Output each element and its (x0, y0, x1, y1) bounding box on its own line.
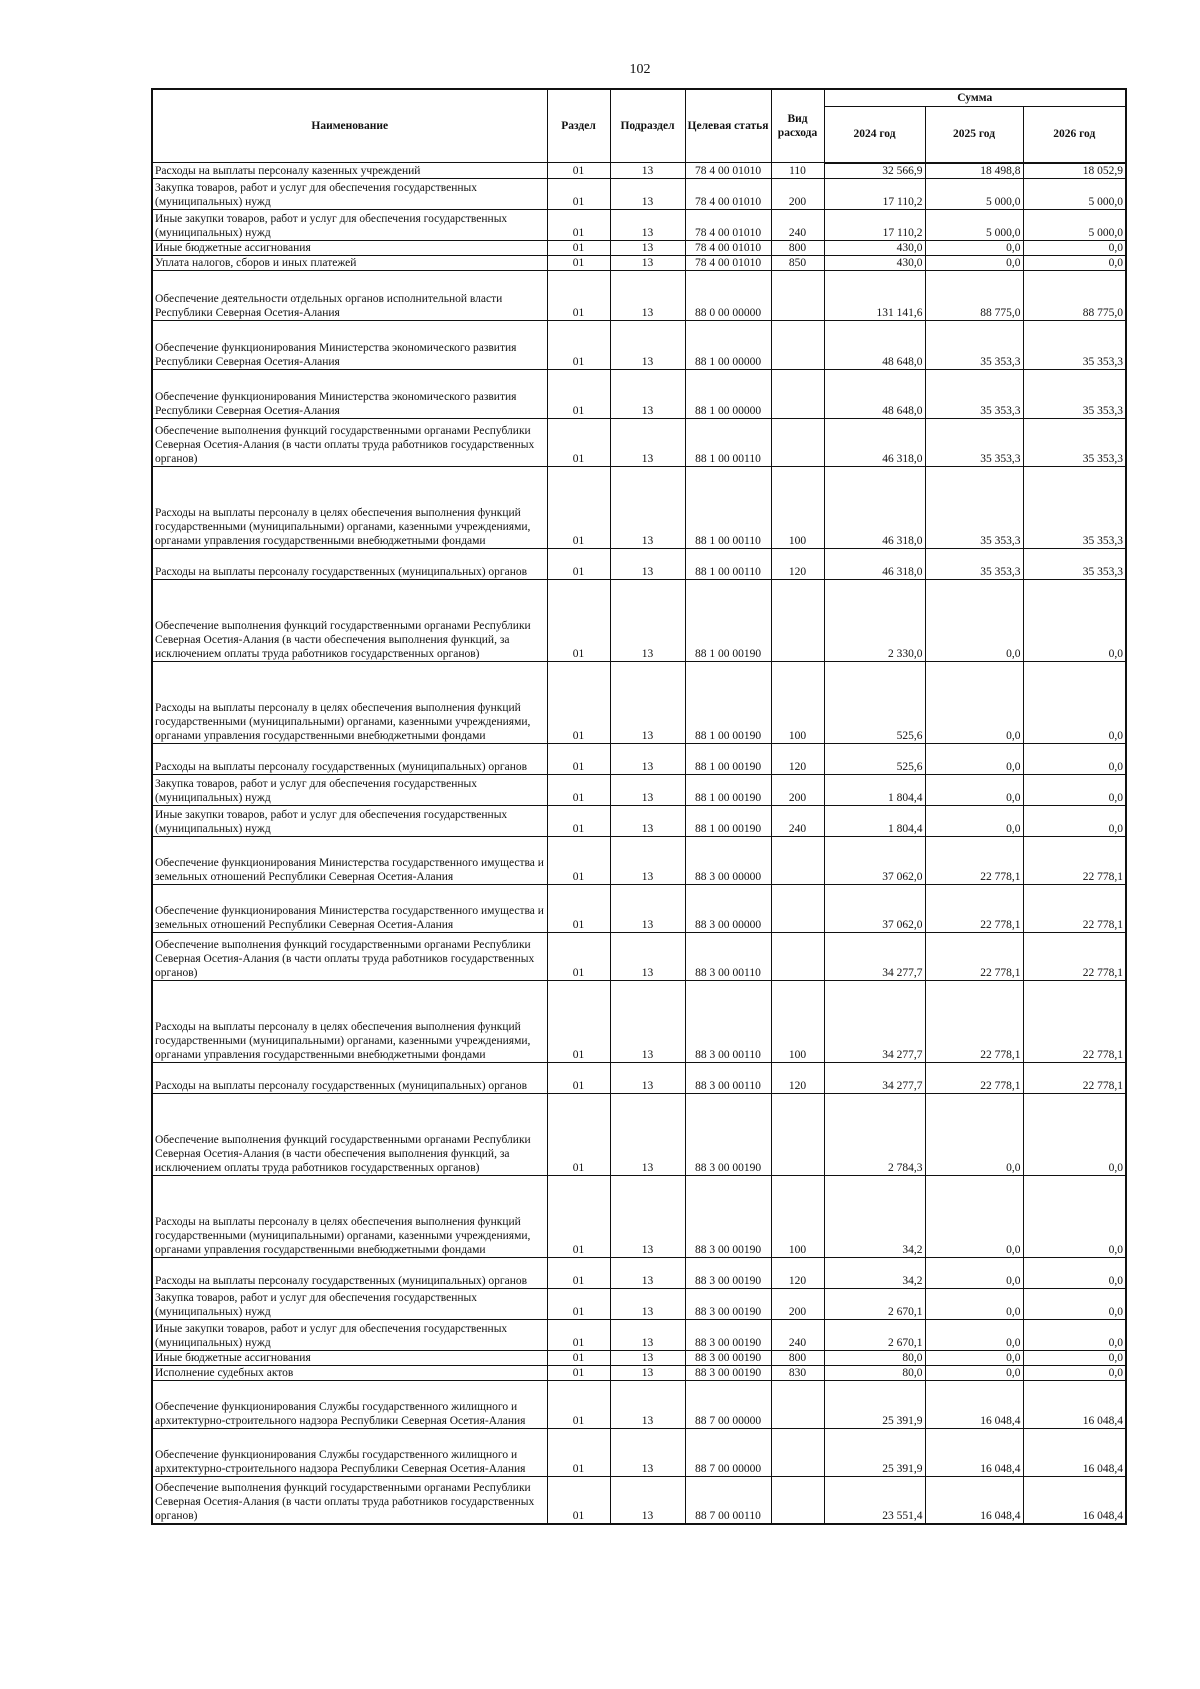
cell-podrazdel: 13 (610, 163, 685, 179)
cell-target: 78 4 00 01010 (685, 178, 771, 209)
table-row (152, 178, 1126, 209)
cell-y2026: 0,0 (1023, 579, 1126, 661)
cell-y2025: 16 048,4 (925, 1380, 1023, 1428)
cell-y2025: 0,0 (925, 1093, 1023, 1175)
cell-target: 88 1 00 00000 (685, 320, 771, 369)
cell-y2026: 35 353,3 (1023, 418, 1126, 466)
cell-name: Расходы на выплаты персоналу государственных (муниципальных) органов (152, 743, 547, 774)
cell-y2025: 35 353,3 (925, 369, 1023, 418)
cell-podrazdel: 13 (610, 466, 685, 548)
cell-podrazdel: 13 (610, 980, 685, 1062)
cell-y2024: 2 670,1 (824, 1319, 925, 1350)
cell-target: 78 4 00 01010 (685, 255, 771, 270)
cell-vid: 240 (771, 1319, 824, 1350)
cell-y2024: 34,2 (824, 1175, 925, 1257)
header-2025: 2025 год (925, 107, 1023, 163)
cell-y2024: 131 141,6 (824, 270, 925, 320)
table-row (152, 1175, 1126, 1257)
cell-y2026: 35 353,3 (1023, 466, 1126, 548)
cell-target: 88 3 00 00110 (685, 932, 771, 980)
cell-target: 88 3 00 00000 (685, 884, 771, 932)
cell-y2024: 525,6 (824, 661, 925, 743)
cell-razdel: 01 (547, 743, 610, 774)
cell-target: 88 0 00 00000 (685, 270, 771, 320)
cell-name: Обеспечение выполнения функций государственными органами Республики Северная Осетия-Алания (в части обеспечения выполнения функций, за исключением оплаты труда работников государственных органов) (152, 1093, 547, 1175)
cell-podrazdel: 13 (610, 805, 685, 836)
cell-vid: 120 (771, 548, 824, 579)
cell-name: Обеспечение функционирования Службы государственного жилищного и архитектурно-строительного надзора Республики Северная Осетия-Алания (152, 1380, 547, 1428)
cell-name: Расходы на выплаты персоналу в целях обеспечения выполнения функций государственными (муниципальными) органами, казенными учреждениями, органами управления государственными внебюджетными фондами (152, 1175, 547, 1257)
cell-y2026: 22 778,1 (1023, 1062, 1126, 1093)
cell-razdel: 01 (547, 1428, 610, 1476)
cell-name: Расходы на выплаты персоналу в целях обеспечения выполнения функций государственными (муниципальными) органами, казенными учреждениями, органами управления государственными внебюджетными фондами (152, 466, 547, 548)
cell-vid (771, 579, 824, 661)
cell-target: 88 7 00 00000 (685, 1380, 771, 1428)
cell-name: Исполнение судебных актов (152, 1365, 547, 1380)
cell-target: 78 4 00 01010 (685, 209, 771, 240)
cell-y2024: 25 391,9 (824, 1428, 925, 1476)
cell-razdel: 01 (547, 980, 610, 1062)
cell-name: Расходы на выплаты персоналу в целях обеспечения выполнения функций государственными (муниципальными) органами, казенными учреждениями, органами управления государственными внебюджетными фондами (152, 980, 547, 1062)
cell-razdel: 01 (547, 178, 610, 209)
cell-name: Иные закупки товаров, работ и услуг для обеспечения государственных (муниципальных) нужд (152, 805, 547, 836)
cell-razdel: 01 (547, 836, 610, 884)
cell-y2024: 34,2 (824, 1257, 925, 1288)
cell-name: Иные бюджетные ассигнования (152, 1350, 547, 1365)
header-target: Целевая статья (685, 89, 771, 163)
table-row (152, 805, 1126, 836)
cell-vid (771, 836, 824, 884)
table-row (152, 980, 1126, 1062)
cell-y2026: 0,0 (1023, 1288, 1126, 1319)
cell-podrazdel: 13 (610, 1428, 685, 1476)
cell-podrazdel: 13 (610, 1319, 685, 1350)
cell-target: 88 3 00 00190 (685, 1257, 771, 1288)
cell-target: 88 1 00 00000 (685, 369, 771, 418)
cell-vid: 850 (771, 255, 824, 270)
cell-y2025: 0,0 (925, 240, 1023, 255)
cell-vid: 240 (771, 209, 824, 240)
table-row (152, 418, 1126, 466)
cell-name: Обеспечение функционирования Министерства государственного имущества и земельных отношений Республики Северная Осетия-Алания (152, 884, 547, 932)
cell-vid (771, 1093, 824, 1175)
cell-podrazdel: 13 (610, 579, 685, 661)
cell-y2026: 0,0 (1023, 743, 1126, 774)
table-row (152, 1350, 1126, 1365)
cell-razdel: 01 (547, 1062, 610, 1093)
cell-y2024: 80,0 (824, 1350, 925, 1365)
cell-y2024: 1 804,4 (824, 774, 925, 805)
cell-name: Иные закупки товаров, работ и услуг для обеспечения государственных (муниципальных) нужд (152, 209, 547, 240)
table-row (152, 1062, 1126, 1093)
cell-y2026: 0,0 (1023, 805, 1126, 836)
cell-podrazdel: 13 (610, 1257, 685, 1288)
cell-razdel: 01 (547, 805, 610, 836)
cell-y2026: 0,0 (1023, 1350, 1126, 1365)
cell-razdel: 01 (547, 270, 610, 320)
cell-razdel: 01 (547, 774, 610, 805)
cell-y2025: 22 778,1 (925, 932, 1023, 980)
cell-podrazdel: 13 (610, 1062, 685, 1093)
cell-vid (771, 320, 824, 369)
cell-y2025: 35 353,3 (925, 320, 1023, 369)
cell-name: Уплата налогов, сборов и иных платежей (152, 255, 547, 270)
cell-y2026: 35 353,3 (1023, 548, 1126, 579)
table-row (152, 1365, 1126, 1380)
cell-name: Расходы на выплаты персоналу государственных (муниципальных) органов (152, 1062, 547, 1093)
cell-vid: 120 (771, 1062, 824, 1093)
cell-y2024: 46 318,0 (824, 418, 925, 466)
cell-target: 88 3 00 00110 (685, 980, 771, 1062)
cell-vid: 240 (771, 805, 824, 836)
cell-y2024: 17 110,2 (824, 178, 925, 209)
cell-podrazdel: 13 (610, 1093, 685, 1175)
cell-y2025: 22 778,1 (925, 1062, 1023, 1093)
cell-podrazdel: 13 (610, 369, 685, 418)
cell-y2025: 16 048,4 (925, 1428, 1023, 1476)
cell-y2024: 2 670,1 (824, 1288, 925, 1319)
cell-podrazdel: 13 (610, 178, 685, 209)
table-row (152, 320, 1126, 369)
cell-vid (771, 418, 824, 466)
cell-y2024: 48 648,0 (824, 369, 925, 418)
cell-razdel: 01 (547, 1365, 610, 1380)
cell-target: 88 3 00 00190 (685, 1175, 771, 1257)
cell-y2024: 37 062,0 (824, 884, 925, 932)
cell-name: Иные бюджетные ассигнования (152, 240, 547, 255)
header-2026: 2026 год (1023, 107, 1126, 163)
cell-name: Расходы на выплаты персоналу в целях обеспечения выполнения функций государственными (муниципальными) органами, казенными учреждениями, органами управления государственными внебюджетными фондами (152, 661, 547, 743)
cell-y2026: 35 353,3 (1023, 369, 1126, 418)
cell-y2024: 34 277,7 (824, 1062, 925, 1093)
cell-podrazdel: 13 (610, 1175, 685, 1257)
cell-podrazdel: 13 (610, 932, 685, 980)
cell-y2025: 0,0 (925, 1175, 1023, 1257)
cell-y2026: 16 048,4 (1023, 1476, 1126, 1524)
cell-y2025: 0,0 (925, 743, 1023, 774)
cell-y2025: 0,0 (925, 1365, 1023, 1380)
table-header (152, 89, 1126, 163)
cell-razdel: 01 (547, 1380, 610, 1428)
cell-name: Обеспечение выполнения функций государственными органами Республики Северная Осетия-Алания (в части обеспечения выполнения функций, за исключением оплаты труда работников государственных органов) (152, 579, 547, 661)
cell-y2025: 0,0 (925, 255, 1023, 270)
table-row (152, 1380, 1126, 1428)
cell-name: Закупка товаров, работ и услуг для обеспечения государственных (муниципальных) нужд (152, 178, 547, 209)
cell-y2025: 0,0 (925, 1350, 1023, 1365)
cell-razdel: 01 (547, 1350, 610, 1365)
cell-target: 88 1 00 00190 (685, 774, 771, 805)
table-body (152, 163, 1126, 1525)
cell-razdel: 01 (547, 320, 610, 369)
cell-y2025: 0,0 (925, 774, 1023, 805)
cell-y2025: 88 775,0 (925, 270, 1023, 320)
cell-y2025: 16 048,4 (925, 1476, 1023, 1524)
cell-podrazdel: 13 (610, 1350, 685, 1365)
cell-y2024: 430,0 (824, 240, 925, 255)
cell-y2024: 46 318,0 (824, 548, 925, 579)
table-row (152, 932, 1126, 980)
cell-y2025: 5 000,0 (925, 178, 1023, 209)
table-row (152, 743, 1126, 774)
cell-razdel: 01 (547, 1319, 610, 1350)
cell-y2024: 2 330,0 (824, 579, 925, 661)
cell-y2026: 22 778,1 (1023, 836, 1126, 884)
budget-table (151, 88, 1127, 1525)
cell-vid: 120 (771, 1257, 824, 1288)
cell-y2026: 88 775,0 (1023, 270, 1126, 320)
cell-razdel: 01 (547, 466, 610, 548)
cell-y2026: 35 353,3 (1023, 320, 1126, 369)
cell-vid (771, 1380, 824, 1428)
table-row (152, 1476, 1126, 1524)
cell-podrazdel: 13 (610, 1288, 685, 1319)
cell-target: 88 3 00 00000 (685, 836, 771, 884)
cell-vid: 120 (771, 743, 824, 774)
table-row (152, 774, 1126, 805)
cell-y2025: 22 778,1 (925, 836, 1023, 884)
cell-vid: 100 (771, 1175, 824, 1257)
header-name: Наименование (152, 89, 547, 163)
cell-y2024: 37 062,0 (824, 836, 925, 884)
cell-vid: 100 (771, 661, 824, 743)
cell-target: 88 1 00 00190 (685, 805, 771, 836)
cell-y2024: 1 804,4 (824, 805, 925, 836)
cell-y2024: 17 110,2 (824, 209, 925, 240)
table-row (152, 548, 1126, 579)
cell-y2024: 48 648,0 (824, 320, 925, 369)
cell-razdel: 01 (547, 661, 610, 743)
cell-vid (771, 932, 824, 980)
cell-y2025: 22 778,1 (925, 884, 1023, 932)
cell-name: Расходы на выплаты персоналу государственных (муниципальных) органов (152, 1257, 547, 1288)
cell-podrazdel: 13 (610, 255, 685, 270)
cell-target: 88 1 00 00110 (685, 418, 771, 466)
cell-podrazdel: 13 (610, 209, 685, 240)
cell-y2024: 23 551,4 (824, 1476, 925, 1524)
table-row (152, 836, 1126, 884)
cell-name: Иные закупки товаров, работ и услуг для обеспечения государственных (муниципальных) нужд (152, 1319, 547, 1350)
cell-y2026: 16 048,4 (1023, 1380, 1126, 1428)
cell-target: 88 1 00 00190 (685, 743, 771, 774)
cell-y2025: 0,0 (925, 1288, 1023, 1319)
cell-podrazdel: 13 (610, 884, 685, 932)
table-row (152, 579, 1126, 661)
cell-podrazdel: 13 (610, 836, 685, 884)
cell-y2025: 18 498,8 (925, 163, 1023, 179)
cell-y2024: 25 391,9 (824, 1380, 925, 1428)
header-2024: 2024 год (824, 107, 925, 163)
cell-y2024: 430,0 (824, 255, 925, 270)
cell-target: 88 1 00 00190 (685, 661, 771, 743)
cell-vid: 100 (771, 466, 824, 548)
cell-razdel: 01 (547, 1257, 610, 1288)
cell-vid: 800 (771, 240, 824, 255)
cell-vid (771, 270, 824, 320)
cell-name: Обеспечение функционирования Министерства государственного имущества и земельных отношений Республики Северная Осетия-Алания (152, 836, 547, 884)
table-row (152, 369, 1126, 418)
header-vid: Вид расхода (771, 89, 824, 163)
cell-target: 88 3 00 00110 (685, 1062, 771, 1093)
cell-razdel: 01 (547, 240, 610, 255)
table-row (152, 661, 1126, 743)
cell-y2026: 18 052,9 (1023, 163, 1126, 179)
cell-name: Расходы на выплаты персоналу государственных (муниципальных) органов (152, 548, 547, 579)
cell-razdel: 01 (547, 369, 610, 418)
cell-vid: 200 (771, 774, 824, 805)
table-row (152, 1288, 1126, 1319)
cell-y2025: 0,0 (925, 661, 1023, 743)
cell-y2024: 80,0 (824, 1365, 925, 1380)
table-row (152, 270, 1126, 320)
cell-razdel: 01 (547, 932, 610, 980)
cell-y2024: 2 784,3 (824, 1093, 925, 1175)
cell-name: Обеспечение деятельности отдельных органов исполнительной власти Республики Северная Осетия-Алания (152, 270, 547, 320)
table-row (152, 466, 1126, 548)
cell-target: 88 3 00 00190 (685, 1319, 771, 1350)
cell-y2026: 5 000,0 (1023, 178, 1126, 209)
cell-vid (771, 369, 824, 418)
cell-razdel: 01 (547, 209, 610, 240)
table-row (152, 240, 1126, 255)
cell-target: 88 7 00 00110 (685, 1476, 771, 1524)
cell-target: 88 3 00 00190 (685, 1365, 771, 1380)
cell-y2026: 0,0 (1023, 1257, 1126, 1288)
cell-razdel: 01 (547, 1476, 610, 1524)
cell-name: Закупка товаров, работ и услуг для обеспечения государственных (муниципальных) нужд (152, 774, 547, 805)
cell-vid: 100 (771, 980, 824, 1062)
cell-vid (771, 1476, 824, 1524)
cell-podrazdel: 13 (610, 548, 685, 579)
cell-name: Закупка товаров, работ и услуг для обеспечения государственных (муниципальных) нужд (152, 1288, 547, 1319)
cell-y2025: 35 353,3 (925, 548, 1023, 579)
cell-y2025: 22 778,1 (925, 980, 1023, 1062)
cell-y2025: 0,0 (925, 805, 1023, 836)
cell-vid: 200 (771, 1288, 824, 1319)
cell-target: 88 1 00 00110 (685, 466, 771, 548)
cell-y2025: 0,0 (925, 1257, 1023, 1288)
cell-target: 78 4 00 01010 (685, 163, 771, 179)
cell-y2026: 22 778,1 (1023, 884, 1126, 932)
cell-y2026: 0,0 (1023, 255, 1126, 270)
cell-razdel: 01 (547, 548, 610, 579)
cell-target: 88 3 00 00190 (685, 1093, 771, 1175)
cell-y2026: 0,0 (1023, 1175, 1126, 1257)
table-row (152, 1319, 1126, 1350)
cell-y2026: 16 048,4 (1023, 1428, 1126, 1476)
cell-vid (771, 1428, 824, 1476)
cell-y2026: 0,0 (1023, 1319, 1126, 1350)
cell-podrazdel: 13 (610, 418, 685, 466)
cell-name: Обеспечение функционирования Министерства экономического развития Республики Северная Осетия-Алания (152, 320, 547, 369)
cell-razdel: 01 (547, 1175, 610, 1257)
cell-y2026: 0,0 (1023, 240, 1126, 255)
cell-razdel: 01 (547, 1093, 610, 1175)
cell-target: 88 3 00 00190 (685, 1288, 771, 1319)
cell-name: Обеспечение функционирования Службы государственного жилищного и архитектурно-строительного надзора Республики Северная Осетия-Алания (152, 1428, 547, 1476)
cell-podrazdel: 13 (610, 240, 685, 255)
cell-target: 88 3 00 00190 (685, 1350, 771, 1365)
cell-y2025: 0,0 (925, 579, 1023, 661)
cell-podrazdel: 13 (610, 1380, 685, 1428)
cell-y2026: 0,0 (1023, 774, 1126, 805)
cell-y2025: 5 000,0 (925, 209, 1023, 240)
header-razdel: Раздел (547, 89, 610, 163)
cell-name: Обеспечение выполнения функций государственными органами Республики Северная Осетия-Алания (в части оплаты труда работников государственных органов) (152, 932, 547, 980)
table-row (152, 163, 1126, 179)
cell-target: 78 4 00 01010 (685, 240, 771, 255)
table-row (152, 1428, 1126, 1476)
cell-y2026: 0,0 (1023, 1093, 1126, 1175)
cell-podrazdel: 13 (610, 320, 685, 369)
cell-y2026: 5 000,0 (1023, 209, 1126, 240)
cell-y2025: 35 353,3 (925, 418, 1023, 466)
cell-y2026: 22 778,1 (1023, 980, 1126, 1062)
header-summa: Сумма (824, 89, 1126, 107)
cell-podrazdel: 13 (610, 1365, 685, 1380)
cell-target: 88 7 00 00000 (685, 1428, 771, 1476)
cell-vid: 200 (771, 178, 824, 209)
cell-razdel: 01 (547, 255, 610, 270)
table-row (152, 1093, 1126, 1175)
cell-y2024: 32 566,9 (824, 163, 925, 179)
cell-y2025: 0,0 (925, 1319, 1023, 1350)
table-row (152, 1257, 1126, 1288)
cell-y2025: 35 353,3 (925, 466, 1023, 548)
cell-y2024: 525,6 (824, 743, 925, 774)
cell-y2024: 34 277,7 (824, 932, 925, 980)
cell-y2024: 34 277,7 (824, 980, 925, 1062)
cell-name: Обеспечение выполнения функций государственными органами Республики Северная Осетия-Алания (в части оплаты труда работников государственных органов) (152, 1476, 547, 1524)
cell-name: Расходы на выплаты персоналу казенных учреждений (152, 163, 547, 179)
cell-podrazdel: 13 (610, 774, 685, 805)
cell-y2026: 22 778,1 (1023, 932, 1126, 980)
cell-razdel: 01 (547, 418, 610, 466)
cell-y2026: 0,0 (1023, 661, 1126, 743)
table-row (152, 255, 1126, 270)
cell-target: 88 1 00 00110 (685, 548, 771, 579)
cell-razdel: 01 (547, 579, 610, 661)
table-row (152, 884, 1126, 932)
table-row (152, 209, 1126, 240)
cell-podrazdel: 13 (610, 661, 685, 743)
cell-razdel: 01 (547, 163, 610, 179)
cell-razdel: 01 (547, 1288, 610, 1319)
header-podrazdel: Подраздел (610, 89, 685, 163)
cell-vid (771, 884, 824, 932)
cell-name: Обеспечение функционирования Министерства экономического развития Республики Северная Осетия-Алания (152, 369, 547, 418)
cell-vid: 800 (771, 1350, 824, 1365)
cell-podrazdel: 13 (610, 743, 685, 774)
page-number: 102 (629, 62, 651, 77)
cell-name: Обеспечение выполнения функций государственными органами Республики Северная Осетия-Алания (в части оплаты труда работников государственных органов) (152, 418, 547, 466)
cell-target: 88 1 00 00190 (685, 579, 771, 661)
cell-vid: 830 (771, 1365, 824, 1380)
cell-y2026: 0,0 (1023, 1365, 1126, 1380)
cell-vid: 110 (771, 163, 824, 179)
cell-podrazdel: 13 (610, 1476, 685, 1524)
cell-y2024: 46 318,0 (824, 466, 925, 548)
cell-podrazdel: 13 (610, 270, 685, 320)
cell-razdel: 01 (547, 884, 610, 932)
